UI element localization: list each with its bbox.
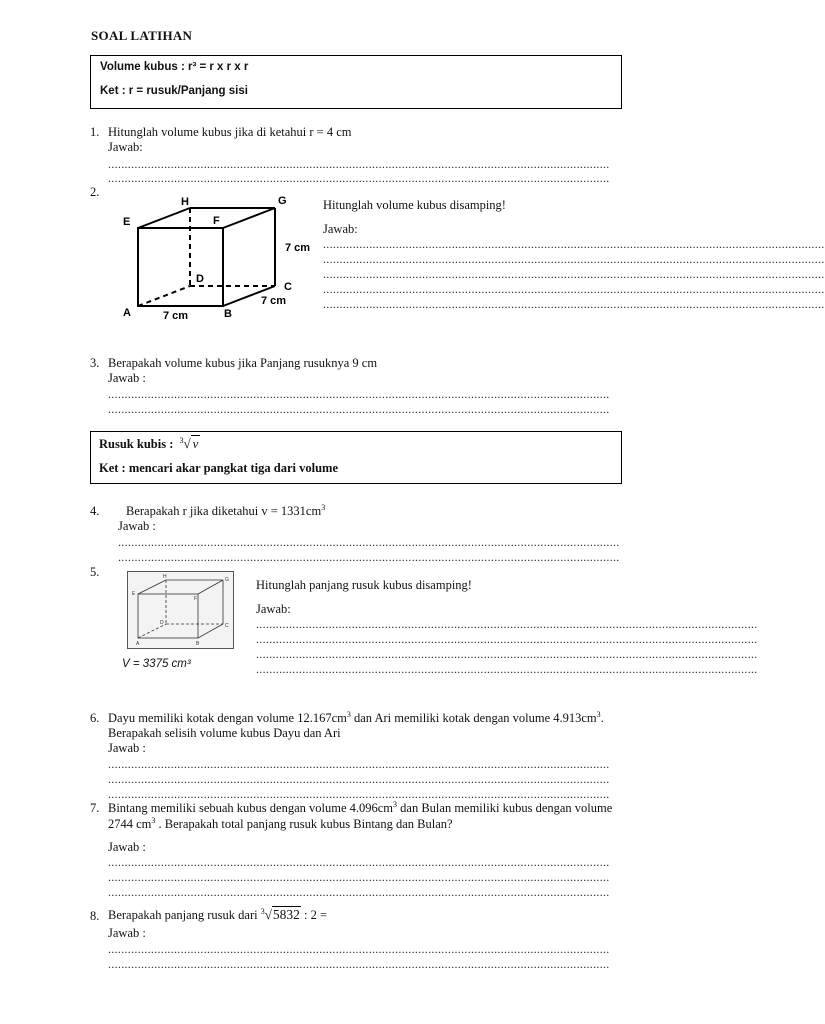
q5-number: 5. <box>90 565 100 579</box>
q7-line-2 <box>108 817 453 832</box>
q7-line-1-part-2: dan Bulan memiliki kubus dengan volume <box>397 801 613 815</box>
q8-radicand: 5832 <box>272 907 300 922</box>
formula-box-volume <box>90 55 622 109</box>
q7-number: 7. <box>90 801 100 815</box>
cube-side-height: 7 cm <box>285 242 311 254</box>
q4-text-sup: 3 <box>321 503 326 512</box>
cube-label-d: D <box>196 273 204 285</box>
q5-volume-caption: V = 3375 cm³ <box>122 658 191 670</box>
q1-answer-label: Jawab: <box>108 140 143 154</box>
cube-front-face <box>138 228 223 306</box>
formula-root-radicand: v <box>192 436 199 451</box>
cube-label-h: H <box>181 196 189 208</box>
q4-text-main: Berapakah r jika diketahui v = 1331cm <box>126 504 322 518</box>
cube-label-f: F <box>213 215 220 227</box>
q8-answer-label: Jawab : <box>108 926 146 940</box>
q6-line-1-part-1: Dayu memiliki kotak dengan volume 12.167cm <box>108 711 347 725</box>
q8-answer-line-1[interactable]: ........................................................................................................................................................ <box>108 942 610 956</box>
q5-answer-label: Jawab: <box>256 602 291 616</box>
q8-answer-line-2[interactable]: ........................................................................................................................................................ <box>108 957 610 971</box>
q7-line-1-part-1: Bintang memiliki sebuah kubus dengan volume 4.096cm <box>108 801 394 815</box>
q5-answer-line-3[interactable]: ........................................................................................................................................................ <box>256 647 758 661</box>
q6-line-1-part-2: dan Ari memiliki kotak dengan volume 4.913cm <box>350 711 597 725</box>
formula-root-note: Ket : mencari akar pangkat tiga dari volume <box>99 461 338 475</box>
q5-image-frame <box>127 571 234 649</box>
cube-edge-eh <box>138 208 190 228</box>
q8-text <box>108 907 327 923</box>
q7-line-1 <box>108 801 612 816</box>
q5-answer-line-4[interactable]: ........................................................................................................................................................ <box>256 662 758 676</box>
formula-root-expression: $^3$√ v <box>179 436 199 451</box>
q6-line-1-sup-2: 3 <box>596 710 601 719</box>
cube-label-a: A <box>123 307 131 319</box>
q3-text: Berapakah volume kubus jika Panjang rusuknya 9 cm <box>108 356 378 370</box>
q4-number: 4. <box>90 504 100 518</box>
q2-answer-label: Jawab: <box>323 222 358 236</box>
formula-note: Ket : r = rusuk/Panjang sisi <box>100 85 248 97</box>
q4-text <box>126 504 325 519</box>
q3-answer-label: Jawab : <box>108 371 146 385</box>
q4-answer-label: Jawab : <box>118 519 156 533</box>
q5-cube-label-h: H <box>163 574 167 580</box>
cube-hidden-edge-ad <box>138 286 190 306</box>
q6-line-1-part-3: . <box>600 711 604 725</box>
q3-answer-line-1[interactable]: ........................................................................................................................................................ <box>108 387 610 401</box>
formula-root-prefix: Rusuk kubis : <box>99 437 174 451</box>
q7-line-1-sup: 3 <box>393 800 398 809</box>
q4-answer-line-2[interactable]: ........................................................................................................................................................ <box>118 550 620 564</box>
q2-answer-line-1[interactable]: ........................................................................................................................................................ <box>323 237 825 251</box>
q7-answer-line-2[interactable]: ........................................................................................................................................................ <box>108 870 610 884</box>
cube-edge-fg <box>223 208 275 228</box>
q5-answer-line-1[interactable]: ........................................................................................................................................................ <box>256 617 758 631</box>
q5-cube-label-e: E <box>132 591 136 597</box>
cube-label-c: C <box>284 281 292 293</box>
cube-label-e: E <box>123 216 131 228</box>
q6-answer-line-2[interactable]: ........................................................................................................................................................ <box>108 772 610 786</box>
q6-number: 6. <box>90 711 100 725</box>
q8-number: 8. <box>90 909 100 923</box>
q3-number: 3. <box>90 356 100 370</box>
formula-root <box>99 436 200 452</box>
q7-line-2-part-1: 2744 cm <box>108 817 152 831</box>
q5-cube-label-c: C <box>225 623 229 629</box>
q7-line-2-sup: 3 <box>151 816 156 825</box>
q3-answer-line-2[interactable]: ........................................................................................................................................................ <box>108 402 610 416</box>
q8-text-prefix: Berapakah panjang rusuk dari <box>108 908 258 922</box>
q8-root-index: 3 <box>260 907 265 916</box>
cube-label-g: G <box>278 195 287 207</box>
q5-cube-label-g: G <box>225 577 229 583</box>
q5-text: Hitunglah panjang rusuk kubus disamping! <box>256 578 472 592</box>
q4-answer-line-1[interactable]: ........................................................................................................................................................ <box>118 535 620 549</box>
q2-cube-diagram <box>110 190 325 325</box>
q5-cube-label-d: D <box>160 620 164 626</box>
page-title: SOAL LATIHAN <box>91 28 193 43</box>
q7-answer-line-1[interactable]: ........................................................................................................................................................ <box>108 855 610 869</box>
q2-answer-line-4[interactable]: ........................................................................................................................................................ <box>323 282 825 296</box>
q1-answer-line-2[interactable]: ........................................................................................................................................................ <box>108 171 610 185</box>
q2-answer-line-3[interactable]: ........................................................................................................................................................ <box>323 267 825 281</box>
q1-answer-line-1[interactable]: ........................................................................................................................................................ <box>108 157 610 171</box>
q7-answer-label: Jawab : <box>108 840 146 854</box>
q2-number: 2. <box>90 185 100 199</box>
q2-text: Hitunglah volume kubus disamping! <box>323 198 506 212</box>
cube-label-b: B <box>224 308 232 320</box>
cube-side-depth: 7 cm <box>261 295 287 307</box>
formula-box-root <box>90 431 622 484</box>
formula-volume: Volume kubus : r³ = r x r x r <box>100 61 249 73</box>
q5-answer-line-2[interactable]: ........................................................................................................................................................ <box>256 632 758 646</box>
formula-root-index: 3 <box>179 436 184 445</box>
q6-line-1-sup-1: 3 <box>346 710 351 719</box>
q1-number: 1. <box>90 125 100 139</box>
q2-answer-line-5[interactable]: ........................................................................................................................................................ <box>323 297 825 311</box>
q6-answer-line-1[interactable]: ........................................................................................................................................................ <box>108 757 610 771</box>
q6-line-2: Berapakah selisih volume kubus Dayu dan Ari <box>108 726 341 740</box>
q5-cube-diagram <box>128 572 233 648</box>
q7-answer-line-3[interactable]: ........................................................................................................................................................ <box>108 885 610 899</box>
q6-answer-line-3[interactable]: ........................................................................................................................................................ <box>108 787 610 801</box>
q5-cube-label-f: F <box>194 596 198 602</box>
q1-text: Hitunglah volume kubus jika di ketahui r = 4 cm <box>108 125 352 139</box>
q7-line-2-part-2: . Berapakah total panjang rusuk kubus Bintang dan Bulan? <box>155 817 453 831</box>
q2-answer-line-2[interactable]: ........................................................................................................................................................ <box>323 252 825 266</box>
q6-answer-label: Jawab : <box>108 741 146 755</box>
cube-side-front: 7 cm <box>163 310 189 322</box>
q8-root-expression: $^3$√5832 <box>260 907 300 922</box>
q6-line-1 <box>108 711 604 726</box>
q5-cube-label-b: B <box>196 641 200 647</box>
q8-text-suffix: : 2 = <box>304 908 328 922</box>
q5-cube-label-a: A <box>136 641 140 647</box>
